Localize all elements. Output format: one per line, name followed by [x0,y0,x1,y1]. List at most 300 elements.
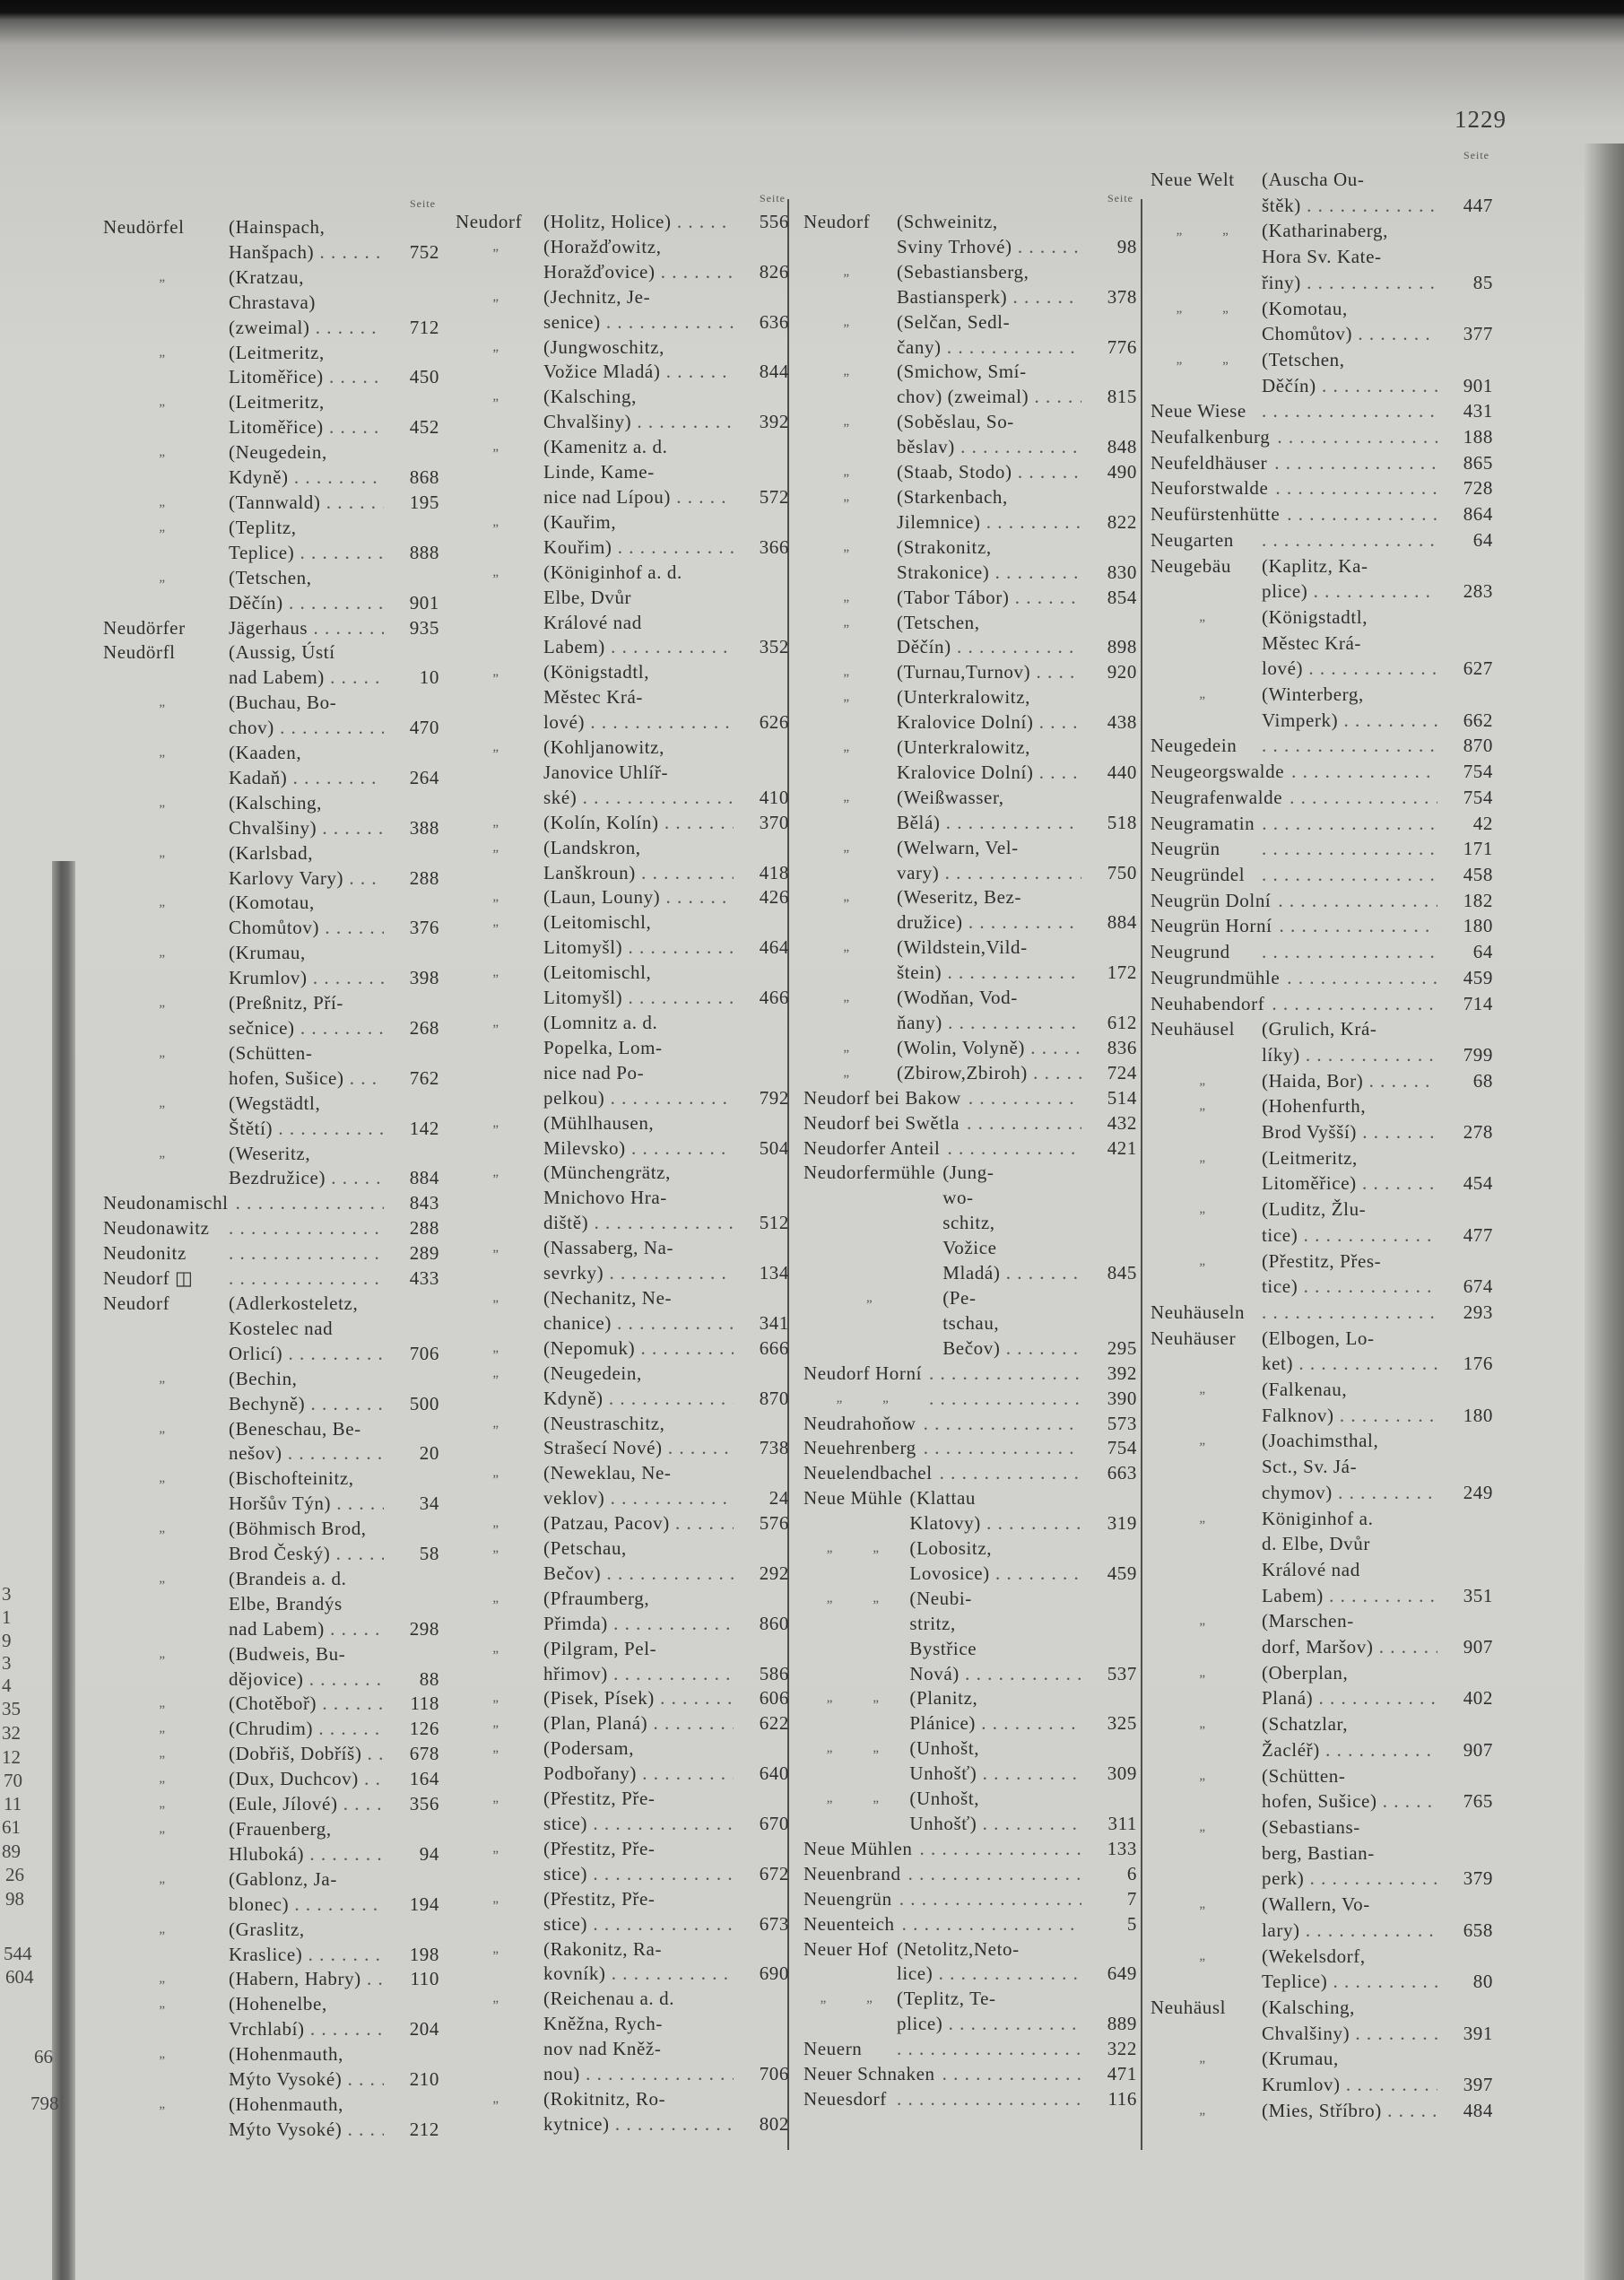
entry-locality: lary) . . . [1262,1918,1437,1944]
page-reference: 278 [1463,1121,1493,1144]
ditto-mark: „ [492,389,499,405]
indent-spacer [456,410,543,435]
page-reference: 379 [1463,1867,1493,1890]
indent-spacer [803,1186,942,1211]
page-spacer [1437,218,1493,244]
entry-locality: (Luditz, Žlu- [1262,1198,1367,1221]
entry-locality: (Soběslau, So- [897,411,1014,433]
entry-locality: Krumlov) . . . [1262,2072,1437,2098]
index-entry [1151,398,1493,424]
entry-name: Neugründel [1151,863,1246,885]
page-spacer [1437,1428,1493,1454]
page-edge-shadow [1585,144,1624,2280]
indent-spacer [803,2012,897,2037]
indent-spacer [803,1762,909,1787]
ditto-mark: „ [1199,1665,1206,1680]
indent-spacer [1151,1531,1262,1557]
entry-name: Neudorf [103,1292,170,1314]
page-spacer [1437,2046,1493,2072]
page-reference: 198 [409,1943,439,1965]
index-entry [1151,862,1493,888]
entry-locality [942,2062,1081,2087]
entry-locality: (Teplitz, [229,516,297,538]
index-column-4 [1151,149,1493,2123]
entry-locality: Kraslice) . . . [229,1943,384,1968]
entry-locality: (Zbirow,Zbiroh) . . . [897,1061,1081,1086]
page-reference: 490 [1107,461,1137,483]
ditto-mark: „ [843,740,850,755]
page-spacer [1437,1377,1493,1403]
entry-locality: (Beneschau, Be- [229,1417,361,1440]
entry-locality: Plánice) . . . [909,1711,1081,1736]
entry-locality: chanice) . . . [543,1311,734,1336]
entry-locality: Kralovice Dolní) . . . [897,710,1081,735]
ditto-mark: „ „ [826,1691,880,1706]
ditto-mark: „ [1199,2102,1206,2118]
page-spacer [1081,410,1137,435]
page-reference: 826 [759,260,789,283]
page-reference: 901 [409,591,439,614]
entry-locality: ňany) . . . [897,1011,1081,1036]
entry-locality: Horšův Týn) . . . [229,1492,384,1517]
index-entry [1151,913,1493,939]
entry-locality: Žacléř) . . . [1262,1737,1437,1763]
page-reference: 341 [759,1311,789,1334]
indent-spacer [103,766,229,791]
index-entry [103,1216,439,1241]
page-reference: 421 [1107,1136,1137,1159]
page-spacer [1081,535,1137,561]
page-spacer [1081,1787,1137,1812]
indent-spacer [103,291,229,316]
entry-locality: řiny) . . . [1262,270,1437,296]
indent-spacer [103,2067,229,2093]
ditto-mark: „ [159,1571,166,1586]
entry-name: Neue Wiese [1151,400,1246,422]
ditto-mark: „ [1199,1382,1206,1397]
indent-spacer [1151,708,1262,734]
margin-fragment: 66 [34,2046,53,2067]
margin-fragment: 89 [2,1841,21,1862]
indent-spacer [1151,1454,1262,1480]
indent-spacer [456,1486,543,1511]
entry-locality: Podbořany) . . . [543,1762,734,1787]
entry-name: Neudorf [803,211,871,232]
entry-locality: (Patzau, Pacov) . . . [543,1511,734,1536]
entry-locality: Planá) . . . [1262,1685,1437,1711]
margin-fragment: 544 [4,1943,32,1964]
page-spacer [384,1041,439,1066]
entry-locality: Milevsko) . . . [543,1136,734,1162]
page-reference: 426 [759,886,789,909]
page-reference: 848 [1107,436,1137,458]
page-spacer [384,1592,439,1617]
entry-locality: Linde, Kame- [543,461,655,483]
entry-locality: Brod Český) . . . [229,1542,384,1567]
entry-locality: Mýto Vysoké) . . . [229,2118,384,2143]
page-spacer [734,2087,789,2112]
entry-locality: (Bechin, [229,1367,298,1389]
page-spacer [384,741,439,766]
page-spacer [384,516,439,541]
entry-locality: (Kratzau, [229,265,305,288]
page-reference: 464 [759,936,789,959]
ditto-mark: „ [492,1791,499,1806]
page-reference: 418 [759,861,789,883]
entry-locality [1290,785,1437,811]
ditto-mark: „ [492,965,499,980]
page-reference: 920 [1107,661,1137,683]
entry-locality: Bastiansperk) . . . [897,285,1081,310]
entry-locality: (Leitmeritz, [229,391,325,413]
page-spacer [1081,1211,1137,1236]
ditto-mark: „ [492,1640,499,1656]
page-spacer [1437,1763,1493,1789]
indent-spacer [1151,1918,1262,1944]
entry-locality: (Komotau, [1262,297,1348,319]
ditto-mark: „ [159,1371,166,1386]
entry-locality: (Kamenitz a. d. [543,436,668,458]
page-reference: 672 [759,1862,789,1884]
page-reference: 172 [1107,962,1137,984]
indent-spacer [1151,193,1262,219]
indent-spacer [456,761,543,786]
page-spacer [1437,1506,1493,1532]
index-entry [1151,733,1493,759]
page-spacer [734,1111,789,1136]
ditto-mark: „ [865,1290,873,1305]
ditto-mark: „ „ [826,1741,880,1756]
page-spacer [1437,1249,1493,1275]
entry-locality: Falknov) . . . [1262,1403,1437,1429]
page-spacer [1081,1286,1137,1311]
entry-locality: (Leitmeritz, [1262,1146,1358,1169]
ditto-mark: „ [159,1421,166,1436]
page-spacer [1437,682,1493,708]
index-entry [1151,836,1493,862]
ditto-mark: „ [159,745,166,761]
entry-locality [1272,991,1437,1017]
page-spacer [1437,631,1493,657]
entry-locality: Bečov) . . . [543,1562,734,1587]
page-spacer [1437,1944,1493,1970]
entry-locality: Kostelec nad [229,1317,334,1339]
indent-spacer [456,2112,543,2137]
entry-locality [940,1461,1081,1486]
index-entry [1151,424,1493,450]
page-spacer [384,2042,439,2067]
entry-locality: (Leitomischl, [543,962,652,984]
entry-locality: Mýto Vysoké) . . . [229,2067,384,2093]
entry-locality: (Kolín, Kolín) . . . [543,811,734,836]
indent-spacer [1151,1351,1262,1377]
margin-fragment: 604 [5,1966,34,1988]
entry-locality: Königinhof a. [1262,1507,1374,1529]
entry-name: Neugramatin [1151,812,1255,834]
page-spacer [1437,1660,1493,1686]
ditto-mark: „ [1199,1073,1206,1088]
entry-locality: Štětí) . . . [229,1117,384,1142]
page-spacer [384,1642,439,1667]
entry-locality: (Jung- [942,1162,994,1184]
page-spacer [384,2093,439,2118]
entry-locality: Elbe, Brandýs [229,1592,343,1614]
page-reference: 754 [1107,1437,1137,1459]
entry-locality [929,1362,1081,1387]
indent-spacer [456,935,543,961]
indent-spacer [1151,656,1262,682]
indent-spacer [803,1311,942,1336]
indent-spacer [1151,1969,1262,1995]
entry-locality: (Pe- [942,1286,977,1309]
page-reference: 94 [419,1842,439,1865]
entry-locality: (Krumau, [229,942,306,964]
indent-spacer [456,360,543,385]
indent-spacer [1151,1841,1262,1867]
page-reference: 854 [1107,586,1137,608]
page-reference: 289 [409,1242,439,1265]
page-spacer [1437,1608,1493,1634]
ditto-mark: „ [159,1971,166,1987]
index-entry [1151,991,1493,1017]
page-reference: 58 [419,1543,439,1565]
entry-locality: pelkou) . . . [543,1086,734,1111]
page-reference: 714 [1463,992,1493,1014]
entry-locality: Lanškroun) . . . [543,861,734,886]
page-reference: 80 [1472,1971,1493,1993]
page-spacer [1437,347,1493,373]
ditto-mark: „ [843,690,850,705]
page-spacer [734,1987,789,2012]
indent-spacer [1151,1042,1262,1068]
ditto-mark: „ [159,1871,166,1886]
entry-locality: (Königstadtl, [543,661,650,683]
entry-locality: (Dobřiš, Dobříš) . . . [229,1742,384,1767]
entry-locality: (Tetschen, [229,566,312,588]
entry-locality: Chomůtov) . . . [1262,321,1437,347]
index-entry [803,1412,1137,1437]
page-reference: 576 [759,1512,789,1535]
entry-locality: diště) . . . [543,1211,734,1236]
entry-locality: Chvalšiny) . . . [1262,2021,1437,2047]
page-spacer [734,1587,789,1612]
indent-spacer [456,986,543,1011]
indent-spacer [803,910,897,935]
indent-spacer [803,635,897,660]
indent-spacer [456,2062,543,2087]
page-spacer [734,1061,789,1086]
page-spacer [384,1367,439,1392]
entry-locality: (Schütten- [229,1041,313,1064]
indent-spacer [456,485,543,510]
ditto-mark: „ [159,1696,166,1711]
entry-locality: nad Labem) . . . [229,666,384,691]
page-reference: 454 [1463,1172,1493,1195]
indent-spacer [456,635,543,660]
entry-locality: (Neustraschitz, [543,1412,665,1434]
page-spacer [734,1236,789,1261]
page-reference: 471 [1107,2063,1137,2085]
ditto-mark: „ [159,1521,166,1536]
entry-locality: (Münchengrätz, [543,1162,671,1184]
page-reference: 376 [409,917,439,939]
page-spacer [384,1567,439,1592]
entry-locality: plice) . . . [897,2012,1081,2037]
index-entry [1151,475,1493,501]
index-entry [1151,888,1493,914]
ditto-mark: „ [1199,1099,1206,1114]
entry-locality: Horažďovice) . . . [543,260,734,285]
entry-locality: (Dux, Duchcov) . . . [229,1767,384,1792]
page-reference: 292 [759,1562,789,1584]
entry-locality: (Schweinitz, [897,211,998,232]
entry-locality: (Neugedein, [543,1362,642,1384]
entry-locality: (Selčan, Sedl- [897,310,1011,333]
entry-name: Neuehrenberg [803,1437,916,1459]
page-spacer [384,791,439,816]
ditto-mark: „ [492,564,499,579]
indent-spacer [103,1016,229,1041]
page-spacer [734,761,789,786]
page-reference: 433 [409,1267,439,1290]
ditto-mark: „ [492,1741,499,1756]
index-entry [456,210,789,2137]
entry-locality: (Wildstein,Vild- [897,936,1028,959]
page-reference: 459 [1463,966,1493,988]
margin-fragment: 1 [2,1606,12,1628]
page-reference: 738 [759,1437,789,1459]
entry-name: Neuern [803,2038,863,2060]
indent-spacer [103,365,229,390]
ditto-mark: „ „ [1176,223,1229,239]
ditto-mark: „ [159,795,166,810]
entry-locality: Chrastava) [229,291,316,313]
entry-locality: Sviny Trhové) . . . [897,235,1081,260]
page-reference: 459 [1107,1562,1137,1584]
page-reference: 802 [759,2112,789,2135]
entry-locality: plice) . . . [1262,579,1437,605]
page-spacer [734,961,789,986]
entry-locality: štein) . . . [897,961,1081,986]
page-reference: 34 [419,1492,439,1515]
indent-spacer [456,1311,543,1336]
page-spacer [734,460,789,485]
column-header: Seite [1463,149,1489,161]
entry-locality: (Pisek, Písek) . . . [543,1686,734,1711]
index-entry [103,1266,439,1292]
page-spacer [1081,1161,1137,1186]
page-reference: 397 [1463,2074,1493,2096]
entry-locality [229,1216,384,1241]
entry-locality: Králové nad [1262,1558,1360,1580]
entry-locality: (Weißwasser, [897,786,1004,808]
entry-locality: (Brandeis a. d. [229,1567,347,1589]
indent-spacer [456,685,543,710]
page-spacer [1437,1016,1493,1042]
page-reference: 752 [409,240,439,263]
entry-locality: (Kohljanowitz, [543,736,664,759]
indent-spacer [803,1562,909,1587]
ditto-mark: „ [843,414,850,430]
page-reference: 283 [1463,580,1493,603]
page-reference: 298 [409,1617,439,1640]
entry-locality: berg, Bastian- [1262,1841,1375,1864]
ditto-mark: „ [1199,687,1206,702]
entry-locality: stice) . . . [543,1812,734,1837]
entry-locality: (Přestitz, Pře- [543,1788,656,1810]
ditto-mark: „ [159,269,166,284]
ditto-mark: „ [492,339,499,354]
entry-name: Neufalkenburg [1151,426,1271,448]
page-spacer [1081,1637,1137,1662]
entry-locality: schitz, [942,1212,995,1234]
indent-spacer [803,1612,909,1637]
entry-locality [1280,913,1437,939]
ditto-mark: „ [159,1471,166,1486]
indent-spacer [1151,1583,1262,1609]
ditto-mark: „ [492,1716,499,1731]
entry-locality: (Hainspach, [229,216,326,238]
indent-spacer [456,1436,543,1461]
ditto-mark: „ [1199,1150,1206,1165]
entry-locality: Kněžna, Rych- [543,2013,663,2035]
page-reference: 470 [409,717,439,739]
entry-name: Neuhäuseln [1151,1301,1246,1323]
page-reference: 5 [1126,1912,1137,1935]
indent-spacer [456,1962,543,1987]
entry-locality: Litoměřice) . . . [229,415,384,440]
page-spacer [384,1292,439,1317]
entry-locality: (Grulich, Krá- [1262,1018,1377,1040]
page-spacer [1081,1186,1137,1211]
page-spacer [1081,1486,1137,1511]
indent-spacer [1151,1274,1262,1300]
entry-locality: (Leitmeritz, [229,341,325,363]
page-reference: 901 [1463,374,1493,396]
page-spacer [1437,1531,1493,1557]
entry-locality: Labem) . . . [1262,1583,1437,1609]
page-reference: 450 [409,366,439,388]
entry-name: Neudonitz [103,1242,187,1265]
page-reference: 432 [1107,1111,1137,1134]
entry-name: Neudorfermühle [803,1162,936,1184]
margin-fragment: 3 [2,1652,12,1674]
indent-spacer [456,2012,543,2037]
indent-spacer [1151,2021,1262,2047]
ditto-mark: „ [492,1466,499,1481]
page-spacer [1081,735,1137,761]
page-spacer [1437,1454,1493,1480]
page-spacer [1081,1236,1137,1261]
indent-spacer [103,2017,229,2042]
entry-locality [924,1436,1081,1461]
entry-locality: (Graslitz, [229,1918,305,1940]
page-reference: 765 [1463,1790,1493,1813]
entry-locality: Vrchlabí) . . . [229,2017,384,2042]
indent-spacer [803,1637,909,1662]
entry-locality: (Jungwoschitz, [543,335,664,358]
page-spacer [384,291,439,316]
entry-locality: chov) . . . [229,716,384,741]
entry-name: Neuesdorf [803,2087,887,2110]
entry-locality: (Jechnitz, Je- [543,285,651,308]
page-reference: 815 [1107,386,1137,408]
indent-spacer [103,1592,229,1617]
page-reference: 458 [1463,863,1493,885]
index-entry [1151,785,1493,811]
entry-name: Neuer Schnaken [803,2063,935,2085]
page-spacer [734,735,789,761]
